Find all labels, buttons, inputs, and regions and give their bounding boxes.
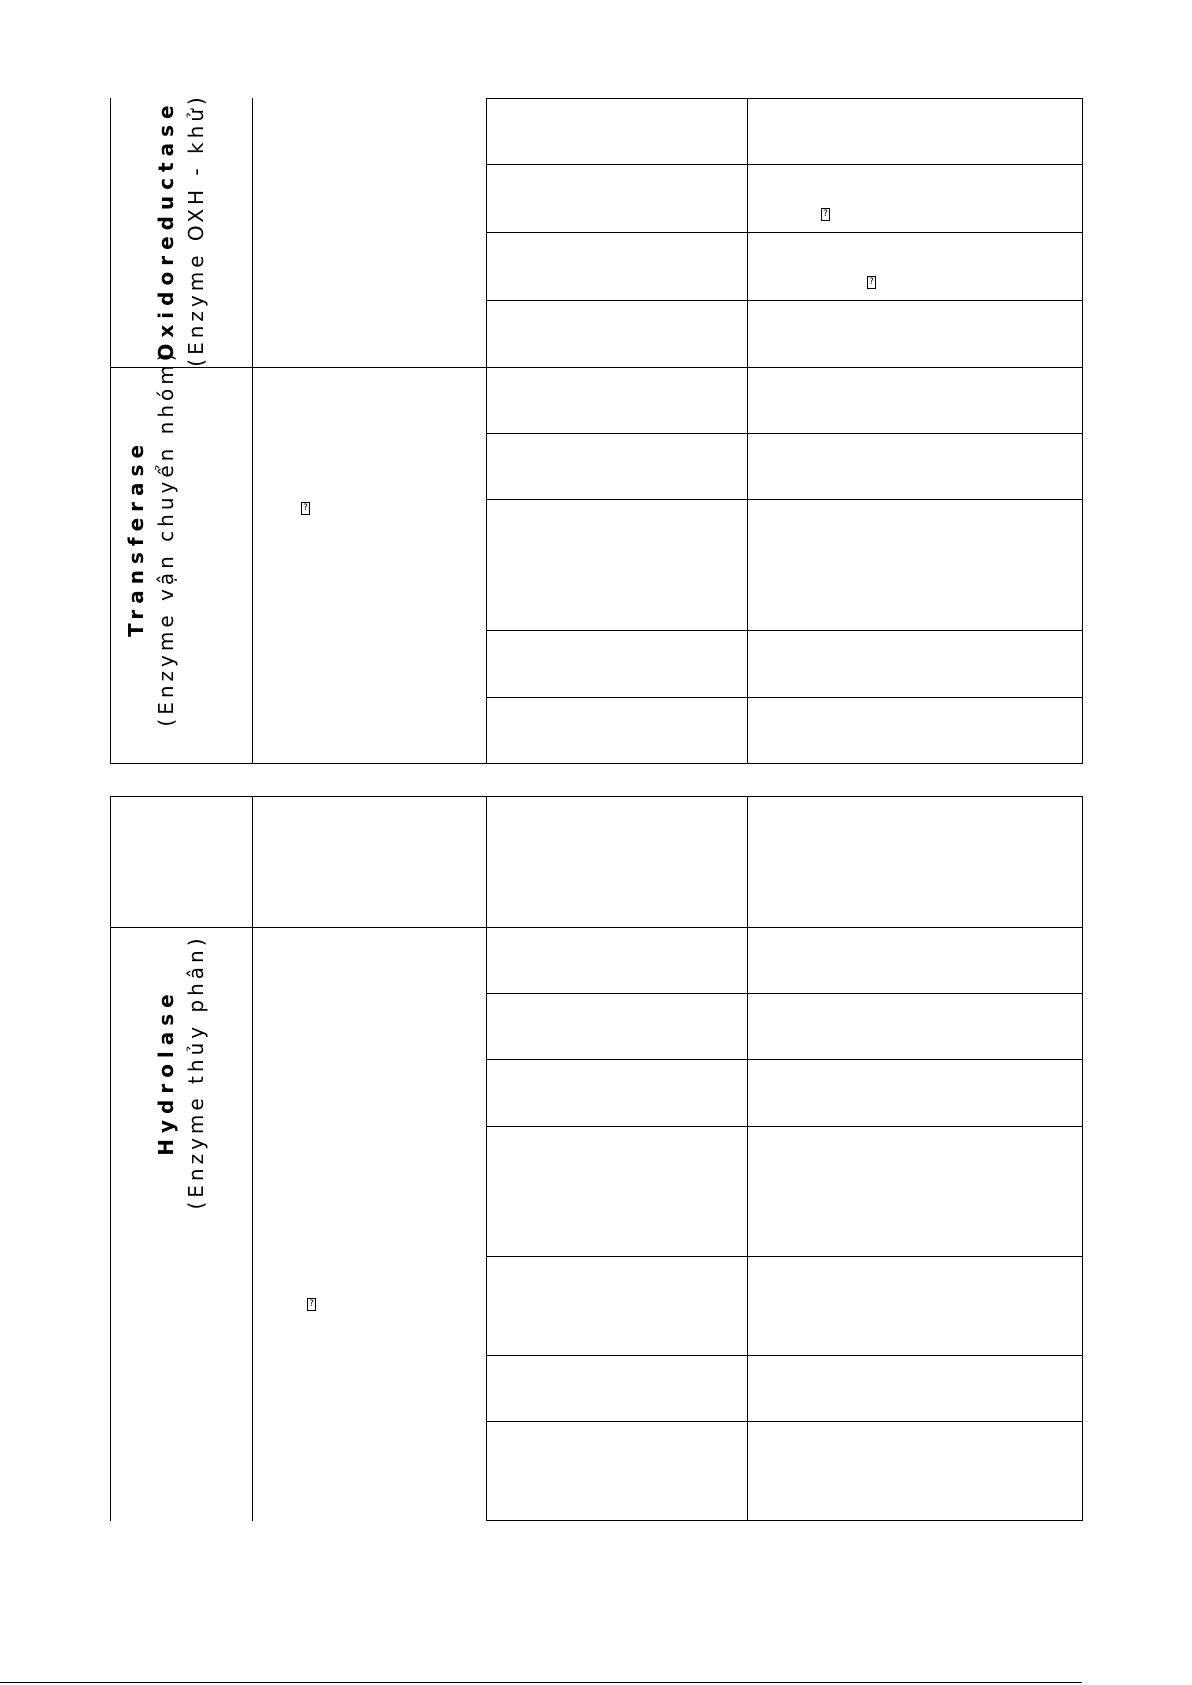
table2-col-border-left bbox=[110, 796, 111, 1521]
table1-row-border bbox=[486, 164, 1083, 165]
oxidoreductase-title: Oxidoreductase bbox=[154, 99, 178, 361]
oxidoreductase-subtitle: (Enzyme OXH - khử) bbox=[184, 93, 208, 367]
table1-row-border bbox=[486, 232, 1083, 233]
table1-row-border bbox=[486, 433, 1083, 434]
table2-row-border bbox=[486, 1126, 1083, 1127]
table1-group-border bbox=[110, 367, 1083, 368]
missing-glyph-marker: ? bbox=[301, 502, 310, 515]
table2-col-border-right bbox=[1082, 796, 1083, 1521]
table1-col-border-left bbox=[110, 98, 111, 763]
table2-group-border bbox=[110, 927, 1083, 928]
table2-row-border bbox=[486, 1421, 1083, 1422]
table1-col-border-2 bbox=[252, 98, 253, 763]
table1-col-border-right bbox=[1082, 98, 1083, 763]
table1-row-border bbox=[486, 300, 1083, 301]
missing-glyph-marker: ? bbox=[821, 208, 830, 221]
transferase-subtitle: (Enzyme vận chuyển nhóm) bbox=[154, 349, 178, 727]
table1-row-border bbox=[486, 630, 1083, 631]
table2-col-border-4 bbox=[747, 796, 748, 1521]
table2-row-border-top bbox=[110, 796, 1083, 797]
table2-col-border-2 bbox=[252, 796, 253, 1521]
table1-row-border-bottom bbox=[110, 763, 1083, 764]
table2-row-border-bottom bbox=[486, 1520, 1083, 1521]
table1-row-border bbox=[486, 697, 1083, 698]
page-footer-rule bbox=[0, 1682, 1082, 1683]
table1-row-border bbox=[486, 499, 1083, 500]
missing-glyph-marker: ? bbox=[867, 276, 876, 289]
table2-row-border bbox=[486, 1355, 1083, 1356]
table1-row-border-top bbox=[486, 98, 1083, 99]
missing-glyph-marker: ? bbox=[307, 1298, 316, 1311]
table2-row-border bbox=[486, 1059, 1083, 1060]
table1-col-border-3 bbox=[486, 98, 487, 763]
hydrolase-title: Hydrolase bbox=[154, 988, 178, 1156]
table2-row-border bbox=[486, 1256, 1083, 1257]
table2-row-border bbox=[486, 993, 1083, 994]
table2-col-border-3 bbox=[486, 796, 487, 1521]
transferase-title: Transferase bbox=[124, 438, 148, 638]
hydrolase-subtitle: (Enzyme thủy phân) bbox=[184, 934, 208, 1210]
table1-col-border-4 bbox=[747, 98, 748, 763]
